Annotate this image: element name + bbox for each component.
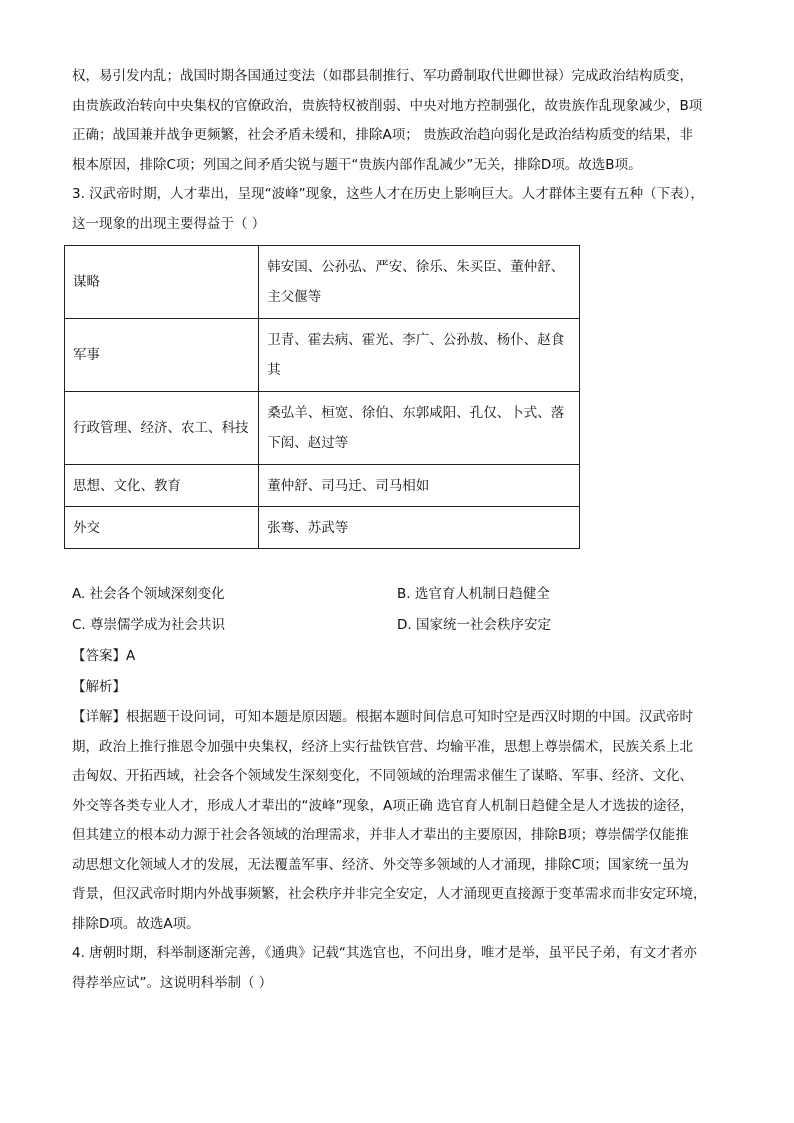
table-row [65,246,580,319]
analysis-label: 【解析】 [72,679,126,695]
text-line: 排除D项。故选A项。 [72,915,200,932]
text-line: 权，易引发内乱；战国时期各国通过变法（如郡县制推行、军功爵制取代世卿世禄）完成政治结构质变， [72,68,693,84]
names-line: 卫青、霍去病、霍光、李广、公孙敖、杨仆、赵食 [267,332,565,348]
table-row [65,465,580,507]
names-line: 其 [267,362,281,378]
table-cell-names [259,465,580,507]
table-cell-category: 思想、文化、教育 [65,465,259,507]
table-row [65,319,580,392]
text-line: 正确；战国兼并战争更频繁，社会矛盾未缓和，排除A项； 贵族政治趋向弱化是政治结构质变的结果，非 [72,127,694,143]
previous-explanation [72,62,740,180]
answer-options [72,579,740,641]
text-line: 背景，但汉武帝时期内外战事频繁，社会秩序并非完全安定，人才涌现更直接源于变革需求而非安定环境， [72,886,707,902]
option-d: D. 国家统一社会秩序安定 [397,617,551,633]
table-cell-names [259,246,580,319]
text-line: 期，政治上推行推恩令加强中央集权，经济上实行盐铁官营、均输平准，思想上尊崇儒术，民族关系上北 [72,738,693,755]
question-3-explanation [72,703,740,939]
option-a: A. 社会各个领域深刻变化 [72,586,225,602]
text-line: 外交等各类专业人才，形成人才辈出的“波峰”现象，A项正确 选官育人机制日趋健全是人才选拔的途径， [72,797,694,814]
table-cell-names [259,507,580,549]
talent-table [64,245,580,549]
table-cell-names [259,319,580,392]
answer-label: 【答案】A [72,648,136,664]
names-line: 桑弘羊、桓宽、徐伯、东郭咸阳、孔仅、卜式、落 [267,405,565,421]
names-line: 韩安国、公孙弘、严安、徐乐、朱买臣、董仲舒、 [267,259,565,275]
option-b: B. 选官育人机制日趋健全 [397,586,550,602]
table-cell-category: 行政管理、经济、农工、科技 [65,392,259,465]
names-line: 主父偃等 [267,289,322,305]
text-line: 根本原因，排除C项；列国之间矛盾尖锐与题干“贵族内部作乱减少”无关，排除D项。故选B项。 [72,156,642,173]
question-stem-line: 3. 汉武帝时期，人才辈出，呈现“波峰”现象，这些人才在历史上影响巨大。人才群体主要有五种（下表）， [72,186,704,202]
text-line: 由贵族政治转向中央集权的官僚政治，贵族特权被削弱、中央对地方控制强化，故贵族作乱现象减少，B项 [72,97,703,114]
question-stem-line: 这一现象的出现主要得益于（ ） [72,215,266,232]
question-3 [72,180,740,939]
table-cell-names [259,392,580,465]
option-c: C. 尊崇儒学成为社会共识 [72,617,226,633]
question-stem-line: 4. 唐朝时期，科举制逐渐完善，《通典》记载“其选官也，不问出身，唯才是举，虽平民子弟，有文才者亦 [72,945,697,961]
question-4 [72,939,740,998]
names-line: 董仲舒、司马迁、司马相如 [267,477,430,494]
table-row [65,392,580,465]
text-line: 【详解】根据题干设问词，可知本题是原因题。根据本题时间信息可知时空是西汉时期的中国。汉武帝时 [72,709,693,725]
names-line: 张骞、苏武等 [267,519,349,536]
question-stem-line: 得荐举应试”。这说明科举制（ ） [72,974,273,991]
text-line: 动思想文化领域人才的发展，无法覆盖军事、经济、外交等多领域的人才涌现，排除C项；国家统一虽为 [72,856,689,873]
names-line: 下闳、赵过等 [267,435,349,451]
options-row [72,610,740,641]
table-cell-category: 军事 [65,319,259,392]
table-row [65,507,580,549]
document-page [72,62,740,998]
table-cell-category: 外交 [65,507,259,549]
text-line: 击匈奴、开拓西域，社会各个领域发生深刻变化，不同领域的治理需求催生了谋略、军事、经济、文化、 [72,768,693,784]
table-cell-category: 谋略 [65,246,259,319]
options-row [72,579,740,610]
text-line: 但其建立的根本动力源于社会各领域的治理需求，并非人才辈出的主要原因，排除B项；尊崇儒学仅能推 [72,827,689,843]
